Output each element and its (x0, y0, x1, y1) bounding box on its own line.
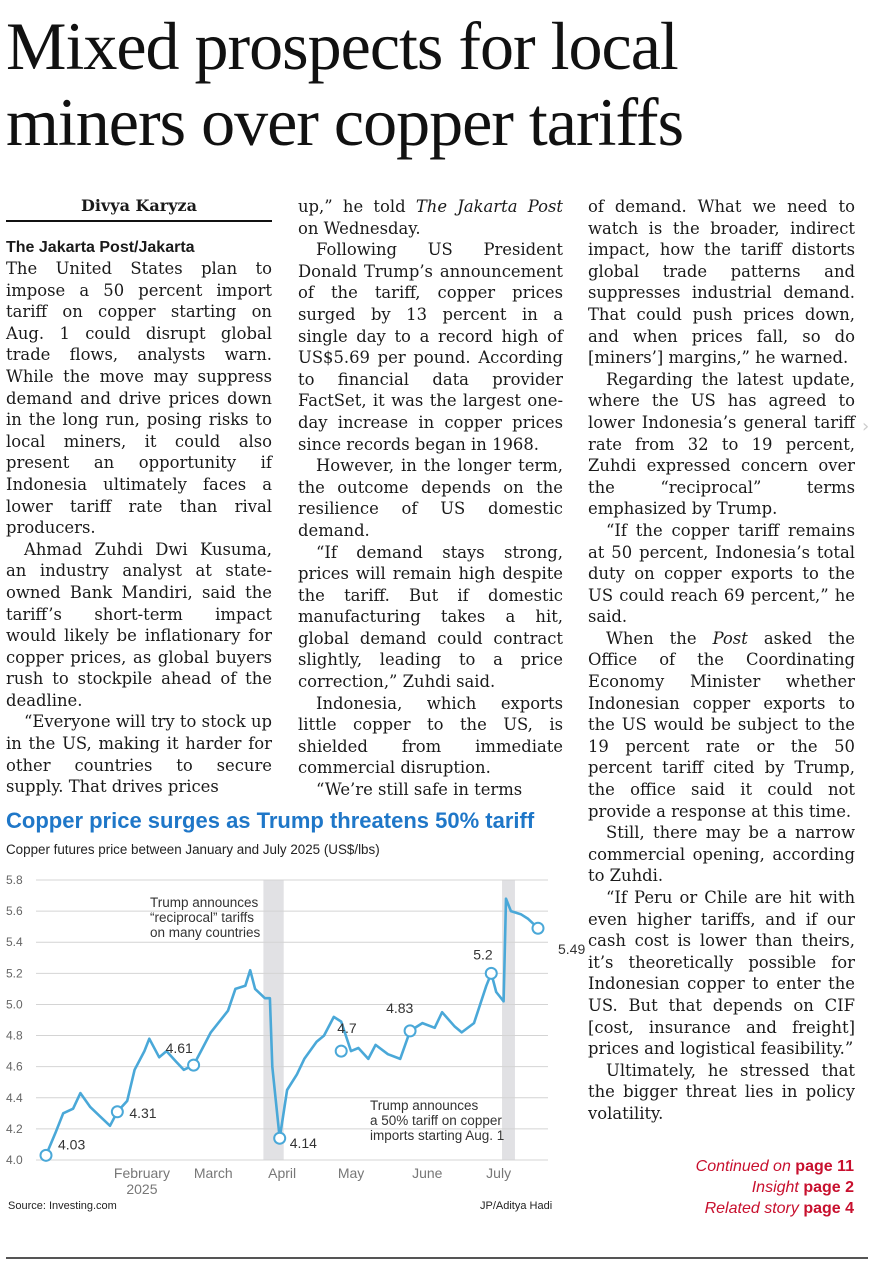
event-annotation: Trump announces “reciprocal” tariffs on many countries (150, 895, 261, 940)
paragraph: “We’re still safe in terms (316, 780, 523, 800)
article-column-3 (588, 196, 855, 1125)
y-tick-label: 5.4 (6, 935, 23, 950)
headline: Mixed prospects for local miners over copper tariffs (6, 8, 684, 160)
data-point-marker (188, 1060, 199, 1071)
paragraph: Regarding the latest update, where the US has agreed to lower Indonesia’s general tariff rate from 32 to 19 percent, Zuhdi expressed concern over the “reciprocal” terms emphasized by Trump. (588, 369, 855, 519)
y-tick-label: 4.4 (6, 1090, 23, 1105)
publication-name: The Jakarta Post (415, 197, 563, 216)
y-tick-label: 4.6 (6, 1059, 23, 1074)
data-point-marker (112, 1106, 123, 1117)
chart-title: Copper price surges as Trump threatens 50% tariff (6, 808, 535, 833)
dateline: The Jakarta Post/Jakarta (6, 239, 195, 256)
paragraph: When the Post asked the Office of the Coordinating Economy Minister whether Indonesian copper exports to the US would be subject to the 19 percent rate or the 50 percent tariff cited by Trump, the office said it could not provide a response at this time. (588, 628, 855, 821)
chevron-right-icon[interactable]: › (862, 416, 870, 437)
chart-source: Source: Investing.com (8, 1200, 117, 1212)
paragraph: “If the copper tariff remains at 50 percent, Indonesia’s total duty on copper exports to the US could reach 69 percent,” he said. (588, 520, 855, 627)
paragraph: up,” he told The Jakarta Post on Wednesday. (298, 197, 563, 238)
article-column-2 (298, 196, 563, 801)
paragraph: However, in the longer term, the outcome depends on the resilience of US domestic demand. (298, 456, 563, 540)
data-label: 4.31 (129, 1104, 157, 1121)
y-tick-label: 5.0 (6, 997, 23, 1012)
data-label: 4.7 (337, 1020, 357, 1037)
y-tick-label: 4.2 (6, 1121, 23, 1136)
y-tick-label: 5.2 (6, 966, 23, 981)
related-story-link[interactable]: Related story page 4 (704, 1200, 854, 1217)
byline: Divya Karyza (6, 196, 272, 222)
y-tick-label: 5.6 (6, 904, 23, 919)
data-label: 4.14 (289, 1135, 317, 1152)
data-label: 5.2 (473, 946, 493, 963)
data-point-marker (486, 968, 497, 979)
paragraph: of demand. What we need to watch is the broader, indirect impact, how the tariff distorts global trade patterns and suppresses industrial demand. That could push prices down, and when prices fall, so do [miners’] margins,” he warned. (588, 197, 855, 368)
paragraph: Ultimately, he stressed that the bigger threat lies in policy volatility. (588, 1060, 855, 1123)
paragraph: Still, there may be a narrow commercial opening, according to Zuhdi. (588, 823, 855, 886)
data-point-marker (336, 1046, 347, 1057)
y-tick-label: 4.0 (6, 1153, 23, 1167)
data-label: 4.03 (58, 1136, 86, 1153)
bottom-rule (6, 1257, 868, 1259)
chart-credit: JP/Aditya Hadi (480, 1200, 553, 1212)
chart-subtitle: Copper futures price between January and July 2025 (US$/lbs) (6, 842, 380, 857)
paragraph: Indonesia, which exports little copper to the US, is shielded from immediate commercial disruption. (298, 693, 563, 778)
highlight-band-1 (263, 880, 283, 1160)
paragraph: “If Peru or Chile are hit with even higher tariffs, and if our cash cost is lower than theirs, it’s theoretically possible for Indonesian copper to enter the US. But that depends on CIF [cost, insurance and freight] prices and logistical feasibility.” (588, 888, 855, 1059)
x-tick-label: March (193, 1165, 233, 1181)
publication-name: Post (712, 628, 748, 648)
data-label: 5.49 (558, 941, 586, 958)
x-tick-label: February 2025 (113, 1165, 170, 1197)
paragraph: “Everyone will try to stock up in the US, making it harder for other countries to secure supply. That drives prices (6, 712, 272, 797)
copper-price-chart (0, 860, 586, 1200)
insight-link[interactable]: Insight page 2 (751, 1179, 854, 1196)
page-references (696, 1156, 854, 1219)
highlight-band-2 (502, 880, 515, 1160)
x-tick-label: June (412, 1165, 443, 1181)
paragraph: Following US President Donald Trump’s announcement of the tariff, copper prices surged by 13 percent in a single day to a record high of US$5.69 per pound. According to financial data provider FactSet, it was the largest one-day increase in copper prices since records began in 1968. (298, 240, 563, 454)
article-column-1 (6, 238, 272, 798)
paragraph: “If demand stays strong, prices will remain high despite the tariff. But if domestic manufacturing takes a hit, global demand could contract slightly, leading to a price correction,” Zuhdi said. (298, 542, 563, 692)
y-tick-label: 5.8 (6, 873, 23, 887)
data-label: 4.83 (386, 999, 414, 1016)
event-annotation: Trump announces a 50% tariff on copper imports starting Aug. 1 (370, 1098, 505, 1143)
data-point-marker (405, 1025, 416, 1036)
data-label: 4.61 (165, 1040, 193, 1057)
x-tick-label: May (337, 1165, 365, 1181)
x-tick-label: April (268, 1165, 297, 1181)
data-point-marker (41, 1150, 52, 1161)
x-tick-label: July (486, 1165, 512, 1181)
paragraph: Ahmad Zuhdi Dwi Kusuma, an industry analyst at state-owned Bank Mandiri, said the tariff’s short-term impact would likely be inflationary for copper prices, as global buyers rush to stockpile ahead of the deadline. (6, 539, 272, 710)
paragraph: The United States plan to impose a 50 percent import tariff on copper starting on Aug. 1 could disrupt global trade flows, analysts warn. While the move may suppress demand and drive prices down in the long run, posing risks to local miners, it could also present an opportunity if Indonesia ultimately faces a lower tariff rate than rival producers. (6, 259, 272, 538)
data-point-marker (274, 1133, 285, 1144)
continued-on-link[interactable]: Continued on page 11 (695, 1158, 854, 1175)
y-tick-label: 4.8 (6, 1028, 23, 1043)
data-point-marker (533, 923, 544, 934)
